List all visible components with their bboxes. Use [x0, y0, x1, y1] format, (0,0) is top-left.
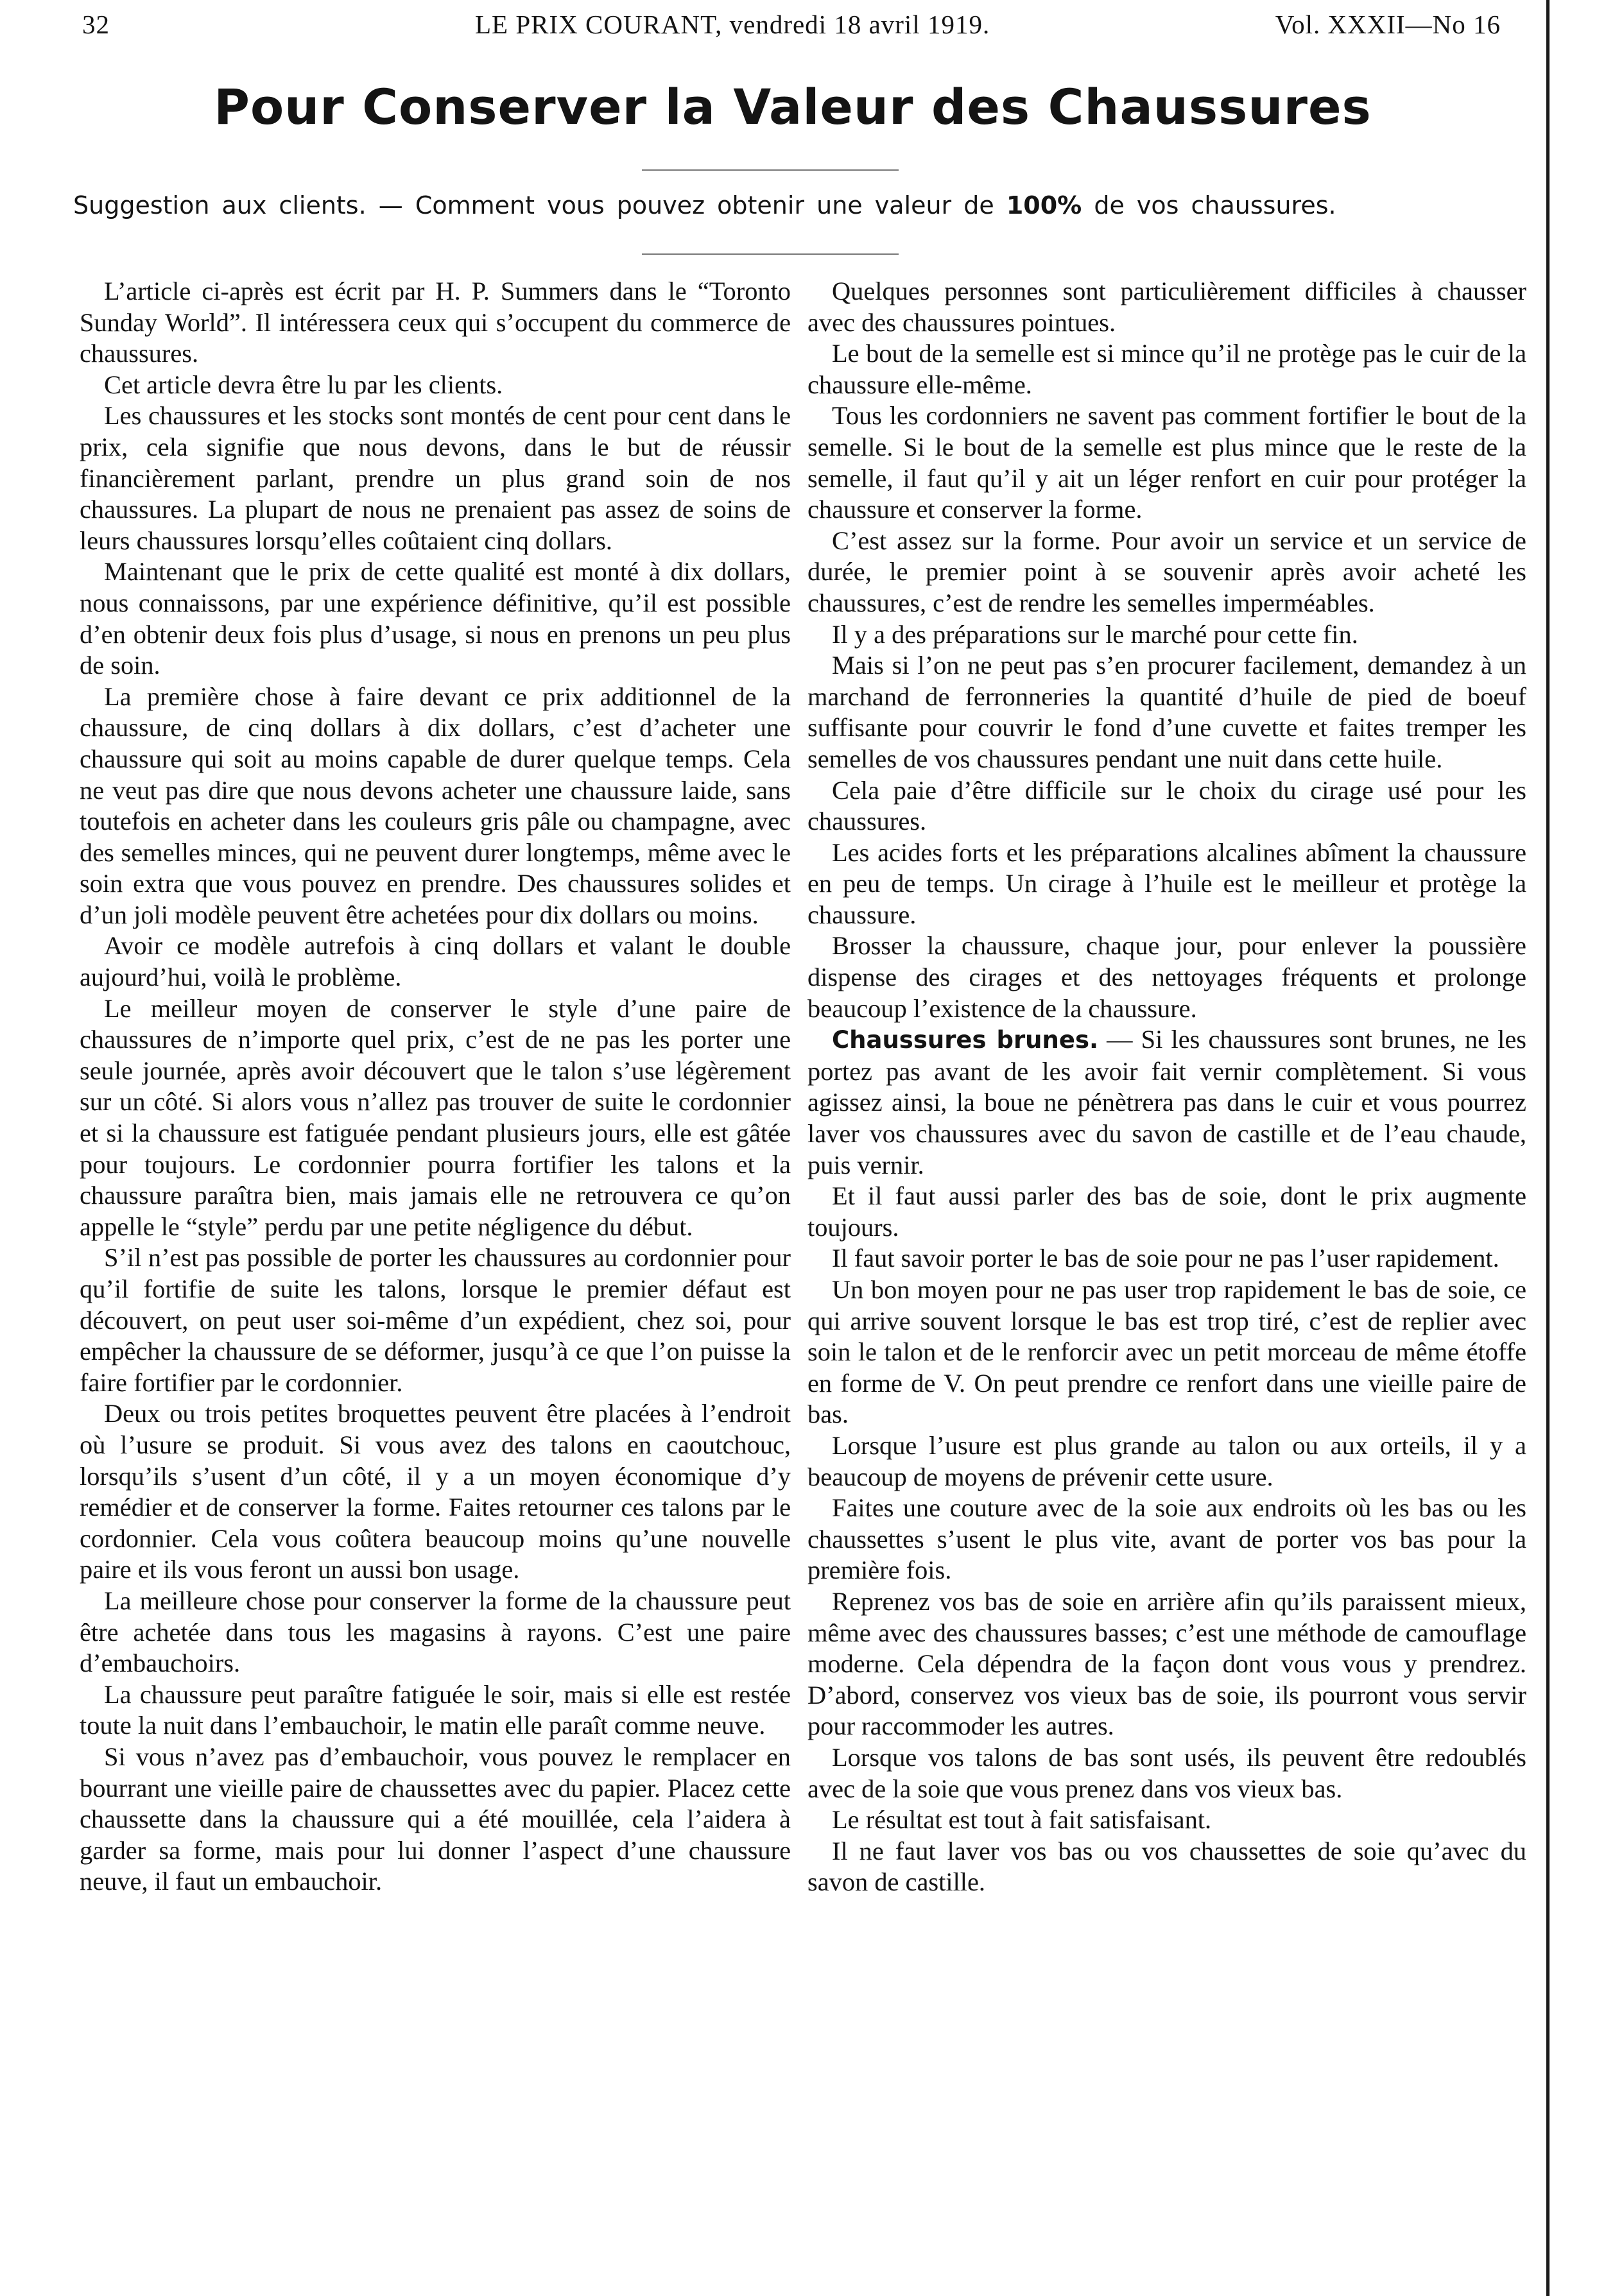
paragraph: Il y a des préparations sur le marché pour cette fin.: [832, 619, 1358, 649]
paragraph: La première chose à faire devant ce prix additionnel de la chaussure, de cinq dollars à dix dollars, c’est d’acheter une chaussure qui soit au moins capable de durer quelque temps. Cela ne veut pas dire que nous devons acheter une chaussure laide, sans toutefois en acheter dans les couleurs gris pâle ou champagne, avec des semelles minces, qui ne peuvent durer longtemps, même avec le soin extra que vous pouvez en prendre. Des chaussures solides et d’un joli modèle peuvent être achetées pour dix dollars ou moins.: [80, 681, 791, 929]
paragraph: Mais si l’on ne peut pas s’en procurer facilement, demandez à un marchand de ferronneries la quantité d’huile de pied de boeuf suffisante pour couvrir le fond d’une cuvette et faites tremper les semelles de vos chaussures pendant une nuit dans cette huile.: [807, 651, 1526, 773]
title-rule: [642, 169, 899, 171]
paragraph: Cet article devra être lu par les clients.: [104, 370, 503, 399]
paragraph: Si vous n’avez pas d’embauchoir, vous pouvez le remplacer en bourrant une vieille paire de chaussettes avec du papier. Placez cette chaussette dans la chaussure qui a été mouillée, cela l’aidera à garder sa forme, mais pour lui donner l’aspect d’une chaussure neuve, il faut un embauchoir.: [80, 1742, 791, 1896]
section-text: — Si les chaussures sont brunes, ne les portez pas avant de les avoir fait vernir complètement. Si vous agissez ainsi, la boue ne pénètrera pas dans le cuir et vous pourrez laver vos chaussures avec du savon de castille et de l’eau chaude, puis vernir.: [807, 1025, 1526, 1179]
page-edge-rule: [1546, 0, 1550, 2296]
right-column: [807, 276, 1526, 1898]
publication-line: LE PRIX COURANT, vendredi 18 avril 1919.: [475, 10, 990, 39]
paragraph: L’article ci-après est écrit par H. P. Summers dans le “Toronto Sunday World”. Il intéressera ceux qui s’occupent du commerce de chaussures.: [80, 277, 791, 368]
paragraph: Tous les cordonniers ne savent pas comment fortifier le bout de la semelle. Si le bout de la semelle est plus mince que le reste de la semelle, il faut qu’il y ait un léger renfort en cuir pour protéger la chaussure et conserver la forme.: [807, 401, 1526, 524]
subtitle-rule: [642, 253, 899, 255]
paragraph: S’il n’est pas possible de porter les chaussures au cordonnier pour qu’il fortifie de suite les talons, lorsque le premier défaut est découvert, on peut user soi-même d’un expédient, chez soi, pour empêcher la chaussure de se déformer, jusqu’à ce que l’on puisse la faire fortifier par le cordonnier.: [80, 1243, 791, 1397]
brown-shoes-paragraph: [807, 1024, 1526, 1181]
section-lead: Chaussures brunes.: [832, 1026, 1099, 1054]
paragraph: Le meilleur moyen de conserver le style d’une paire de chaussures de n’importe quel prix, c’est de ne pas les porter une seule journée, après avoir découvert que le talon s’use légèrement sur un côté. Si alors vous n’allez pas trouver de suite le cordonnier et si la chaussure est fatiguée pendant plusieurs jours, elle est gâtée pour toujours. Le cordonnier pourra fortifier les talons et la chaussure paraîtra bien, mais jamais elle ne retrouvera ce qu’on appelle le “style” perdu par une petite négligence du début.: [80, 993, 791, 1241]
paragraph: Avoir ce modèle autrefois à cinq dollars et valant le double aujourd’hui, voilà le problème.: [80, 931, 791, 992]
paragraph: Lorsque l’usure est plus grande au talon ou aux orteils, il y a beaucoup de moyens de prévenir cette usure.: [807, 1430, 1526, 1491]
paragraph: Lorsque vos talons de bas sont usés, ils peuvent être redoublés avec de la soie que vous prenez dans vos vieux bas.: [807, 1742, 1526, 1803]
page-number: 32: [82, 10, 110, 39]
paragraph: Deux ou trois petites broquettes peuvent être placées à l’endroit où l’usure se produit. Si vous avez des talons en caoutchouc, lorsqu’ils s’usent d’un côté, il y a un moyen économique d’y remédier et de conserver la forme. Faites retourner ces talons par le cordonnier. Cela vous coûtera beaucoup moins qu’une nouvelle paire et ils vous feront un aussi bon usage.: [80, 1399, 791, 1584]
running-head: [82, 9, 1501, 47]
paragraph: Maintenant que le prix de cette qualité est monté à dix dollars, nous connaissons, par une expérience définitive, qu’il est possible d’en obtenir deux fois plus d’usage, si nous en prenons un peu plus de soin.: [80, 557, 791, 680]
article-subtitle: [73, 191, 1460, 219]
paragraph: Il faut savoir porter le bas de soie pour ne pas l’user rapidement.: [832, 1244, 1499, 1273]
paragraph: Quelques personnes sont particulièrement difficiles à chausser avec des chaussures pointues.: [807, 277, 1526, 337]
subtitle-suffix: de vos chaussures.: [1082, 191, 1336, 219]
paragraph: Il ne faut laver vos bas ou vos chaussettes de soie qu’avec du savon de castille.: [807, 1836, 1526, 1897]
paragraph: Reprenez vos bas de soie en arrière afin qu’ils paraissent mieux, même avec des chaussures basses; c’est une méthode de camouflage moderne. Cela dépendra de la façon dont vous vous y prendrez. D’abord, conservez vos vieux bas de soie, ils pourront vous servir pour raccommoder les autres.: [807, 1586, 1526, 1741]
left-column: [80, 276, 791, 1898]
paragraph: Brosser la chaussure, chaque jour, pour enlever la poussière dispense des cirages et des nettoyages fréquents et prolonge beaucoup l’existence de la chaussure.: [807, 931, 1526, 1023]
article-title: Pour Conserver la Valeur des Chaussures: [214, 78, 1372, 135]
paragraph: Le bout de la semelle est si mince qu’il ne protège pas le cuir de la chaussure elle-même.: [807, 339, 1526, 399]
paragraph: Le résultat est tout à fait satisfaisant.: [832, 1805, 1212, 1835]
paragraph: Les acides forts et les préparations alcalines abîment la chaussure en peu de temps. Un cirage à l’huile est le meilleur et protège la chaussure.: [807, 837, 1526, 929]
subtitle-prefix: Suggestion aux clients. — Comment vous pouvez obtenir une valeur de: [73, 191, 1006, 219]
paragraph: Faites une couture avec de la soie aux endroits où les bas ou les chaussettes s’usent le plus vite, avant de porter vos bas pour la première fois.: [807, 1493, 1526, 1585]
paragraph: C’est assez sur la forme. Pour avoir un service et un service de durée, le premier point à se souvenir après avoir acheté les chaussures, c’est de rendre les semelles imperméables.: [807, 526, 1526, 617]
volume-number: Vol. XXXII—No 16: [1275, 10, 1501, 39]
paragraph: Les chaussures et les stocks sont montés de cent pour cent dans le prix, cela signifie que nous devons, dans le but de réussir financièrement parlant, prendre un plus grand soin de nos chaussures. La plupart de nous ne prenaient pas assez de soins de leurs chaussures lorsqu’elles coûtaient cinq dollars.: [80, 401, 791, 555]
paragraph: Cela paie d’être difficile sur le choix du cirage usé pour les chaussures.: [807, 775, 1526, 836]
paragraph: La chaussure peut paraître fatiguée le soir, mais si elle est restée toute la nuit dans l’embauchoir, le matin elle paraît comme neuve.: [80, 1679, 791, 1740]
paragraph: Un bon moyen pour ne pas user trop rapidement le bas de soie, ce qui arrive souvent lorsque le bas est trop tiré, c’est de replier avec soin le talon et de le renforcir avec un petit morceau de même étoffe en forme de V. On peut prendre ce renfort dans une vieille paire de bas.: [807, 1275, 1526, 1429]
paragraph: Et il faut aussi parler des bas de soie, dont le prix augmente toujours.: [807, 1181, 1526, 1242]
paragraph: La meilleure chose pour conserver la forme de la chaussure peut être achetée dans tous les magasins à rayons. C’est une paire d’embauchoirs.: [80, 1586, 791, 1678]
subtitle-percent: 100%: [1006, 191, 1082, 219]
